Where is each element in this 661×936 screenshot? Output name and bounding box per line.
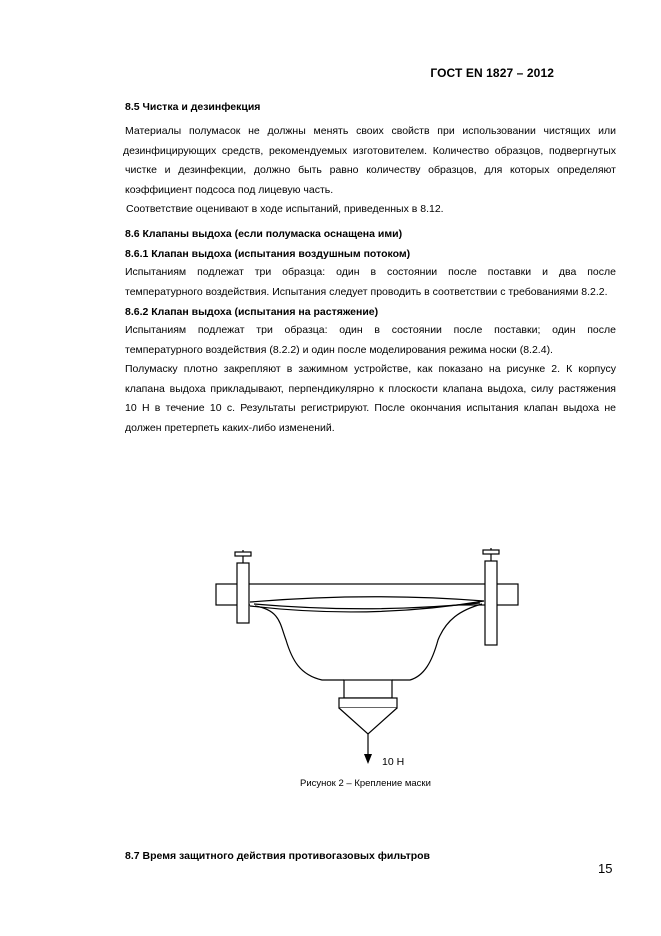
mask-body — [255, 604, 482, 680]
section-8-6-2-paragraph-2 — [125, 360, 616, 438]
mask-flange — [250, 597, 484, 612]
text-line: Испытаниям подлежат три образца: один в состоянии после поставки и два после — [125, 266, 616, 278]
left-clamp-post — [237, 563, 249, 623]
exhalation-valve — [344, 680, 392, 698]
section-8-6-1-paragraph — [125, 263, 616, 302]
section-8-6-2-paragraph-1 — [125, 321, 616, 360]
text-line: 10 Н в течение 10 с. Результаты регистрируют. После окончания испытания клапан выдоха не — [125, 402, 616, 415]
right-clamp-post — [485, 561, 497, 645]
text-line: Испытаниям подлежат три образца: один в состоянии после поставки; один после — [125, 324, 616, 336]
text-line: должен претерпеть каких-либо изменений. — [125, 421, 335, 434]
section-8-5-conformity: Соответствие оценивают в ходе испытаний, приведенных в 8.12. — [126, 203, 444, 215]
section-8-7-heading: 8.7 Время защитного действия противогазовых фильтров — [125, 850, 431, 862]
section-8-5-heading: 8.5 Чистка и дезинфекция — [125, 101, 261, 113]
section-8-6-heading: 8.6 Клапаны выдоха (если полумаска оснащена ими) — [125, 228, 403, 240]
valve-holder — [339, 698, 397, 708]
text-line: дезинфицирующих средств, рекомендуемых изготовителем. Количество образцов, подвергнутых — [123, 144, 616, 157]
section-8-5-paragraph — [125, 122, 616, 200]
text-line: чистке и дезинфекции, должно быть равно количеству образцов, для которых определяют — [125, 164, 616, 177]
section-8-6-2-heading: 8.6.2 Клапан выдоха (испытания на растяжение) — [125, 306, 379, 318]
text-line: Полумаску плотно закрепляют в зажимном устройстве, как показано на рисунке 2. К корпусу — [125, 363, 616, 375]
document-code: ГОСТ EN 1827 – 2012 — [430, 66, 554, 80]
section-8-6-1-heading: 8.6.1 Клапан выдоха (испытания воздушным потоком) — [125, 248, 411, 260]
text-line: температурного воздействия (8.2.2) и один после моделирования режима носки (8.2.4). — [125, 343, 553, 356]
page-number: 15 — [598, 861, 613, 876]
text-line: коэффициент подсоса под лицевую часть. — [125, 183, 334, 196]
mask-clamping-figure — [210, 540, 530, 770]
left-clamp-handle — [235, 552, 251, 556]
force-arrow-head — [364, 754, 372, 764]
valve-cone — [339, 708, 397, 734]
text-line: Материалы полумасок не должны менять своих свойств при использовании чистящих или — [125, 125, 616, 137]
text-line: клапана выдоха прикладывают, перпендикулярно к плоскости клапана выдоха, силу растяжения — [125, 382, 616, 395]
text-line: температурного воздействия. Испытания следует проводить в соответствии с требованиями 8.2.2. — [125, 285, 608, 298]
right-clamp-handle — [483, 550, 499, 554]
force-label: 10 Н — [382, 756, 405, 768]
figure-caption: Рисунок 2 – Крепление маски — [300, 778, 431, 789]
